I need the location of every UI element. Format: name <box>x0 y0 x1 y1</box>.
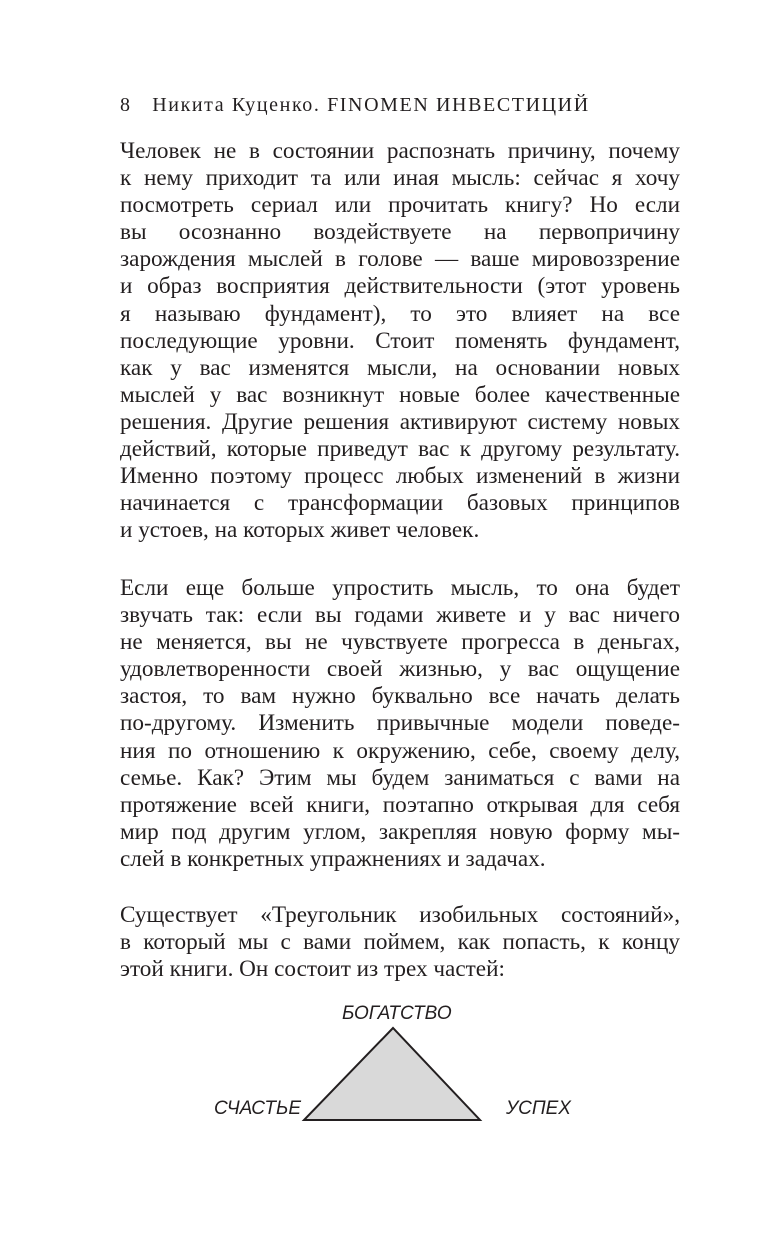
running-title: Никита Куценко. FINOMEN ИНВЕСТИЦИЙ <box>152 94 590 116</box>
text-line: посмотреть сериал или прочитать книгу? Но если <box>120 192 680 219</box>
running-header <box>120 94 680 117</box>
text-line: семье. Как? Этим мы будем заниматься с вами на <box>120 764 680 791</box>
text-line: протяжение всей книги, поэтапно открывая для себя <box>120 791 680 818</box>
page-number: 8 <box>120 94 132 116</box>
paragraph-2 <box>120 575 680 873</box>
label-happiness: СЧАСТЬЕ <box>214 1098 302 1119</box>
text-line: и устоев, на которых живет человек. <box>120 517 480 544</box>
text-line: Если еще больше упростить мысль, то она будет <box>120 575 680 601</box>
text-line: в который мы с вами поймем, как попасть, к концу <box>120 929 680 956</box>
text-line: действий, которые приведут вас к другому результату. <box>120 436 680 463</box>
text-line: вы осознанно воздействуете на первопричину <box>120 219 680 246</box>
text-line: мир под другим углом, закрепляя новую форму мы- <box>120 818 680 845</box>
text-line: Существует «Треугольник изобильных состояний», <box>120 902 680 928</box>
text-line: Именно поэтому процесс любых изменений в жизни <box>120 463 680 490</box>
label-wealth: БОГАТСТВО <box>342 1003 452 1024</box>
text-line: по-другому. Изменить привычные модели поведе- <box>120 710 680 737</box>
text-line: к нему приходит та или иная мысль: сейчас я хочу <box>120 165 680 192</box>
text-line: звучать так: если вы годами живете и у вас ничего <box>120 602 680 629</box>
text-line: решения. Другие решения активируют систему новых <box>120 408 680 435</box>
text-line: как у вас изменятся мысли, на основании новых <box>120 354 680 381</box>
text-line: последующие уровни. Стоит поменять фундамент, <box>120 327 680 354</box>
paragraph-3 <box>120 902 680 983</box>
text-line: удовлетворенности своей жизнью, у вас ощущение <box>120 656 680 683</box>
text-line: Человек не в состоянии распознать причину, почему <box>120 138 680 164</box>
text-line: я называю фундамент), то это влияет на все <box>120 300 680 327</box>
text-line: и образ восприятия действительности (этот уровень <box>120 273 680 300</box>
text-line: мыслей у вас возникнут новые более качественные <box>120 381 680 408</box>
abundance-triangle-diagram <box>200 998 600 1128</box>
text-line: застоя, то вам нужно буквально все начать делать <box>120 683 680 710</box>
paragraph-1 <box>120 138 680 544</box>
text-line: зарождения мыслей в голове — ваше мировоззрение <box>120 246 680 273</box>
label-success: УСПЕХ <box>506 1098 571 1119</box>
text-line: начинается с трансформации базовых принципов <box>120 490 680 517</box>
text-line: этой книги. Он состоит из трех частей: <box>120 956 505 983</box>
text-line: не меняется, вы не чувствуете прогресса в деньгах, <box>120 629 680 656</box>
triangle-graphic <box>200 998 600 1128</box>
text-line: слей в конкретных упражнениях и задачах. <box>120 845 546 872</box>
text-line: ния по отношению к окружению, себе, своему делу, <box>120 737 680 764</box>
triangle-shape <box>304 1028 480 1120</box>
